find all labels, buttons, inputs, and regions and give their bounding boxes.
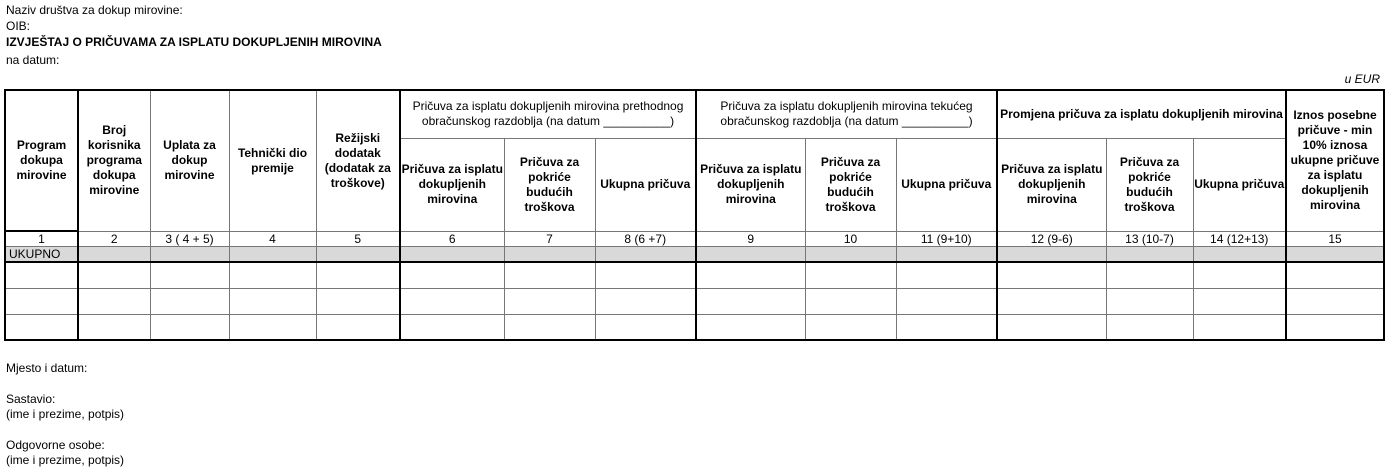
table-cell[interactable] [696,288,805,314]
sub-header-total-reserve: Ukupna pričuva [896,138,997,231]
col-number: 3 ( 4 + 5) [150,231,229,247]
table-cell[interactable] [78,288,150,314]
report-title: IZVJEŠTAJ O PRIČUVAMA ZA ISPLATU DOKUPLJENIH MIROVINA [6,35,382,49]
total-cell[interactable] [1193,247,1286,263]
table-cell[interactable] [229,314,316,340]
table-cell[interactable] [1106,314,1193,340]
table-cell[interactable] [1106,288,1193,314]
table-cell[interactable] [504,262,595,288]
sub-header-total-reserve: Ukupna pričuva [595,138,696,231]
table-cell[interactable] [400,288,504,314]
total-cell[interactable] [1106,247,1193,263]
total-cell[interactable] [1286,247,1384,263]
col-number: 15 [1286,231,1384,247]
col-header-program: Program dokupa mirovine [5,90,78,231]
total-cell[interactable] [997,247,1106,263]
table-cell[interactable] [316,262,400,288]
col-number: 6 [400,231,504,247]
col-number: 11 (9+10) [896,231,997,247]
sub-header-cost-reserve: Pričuva za pokriće budućih troškova [504,138,595,231]
col-number: 9 [696,231,805,247]
sub-header-pension-reserve: Pričuva za isplatu dokupljenih mirovina [400,138,504,231]
table-cell[interactable] [696,262,805,288]
table-cell[interactable] [1106,262,1193,288]
table-cell[interactable] [1193,262,1286,288]
table-cell[interactable] [504,288,595,314]
col-number: 7 [504,231,595,247]
table-cell[interactable] [896,314,997,340]
currency-unit: u EUR [1344,72,1380,86]
col-header-beneficiaries: Broj korisnika programa dokupa mirovine [78,90,150,231]
col-number: 4 [229,231,316,247]
table-cell[interactable] [805,314,896,340]
report-date-label: na datum: [6,53,60,67]
company-name-label: Naziv društva za dokup mirovine: [6,3,183,17]
table-cell[interactable] [1286,288,1384,314]
col-number: 1 [5,231,78,247]
table-cell[interactable] [150,288,229,314]
table-cell[interactable] [997,314,1106,340]
total-label: UKUPNO [5,247,78,263]
col-header-technical-premium: Tehnički dio premije [229,90,316,231]
group-header-current [696,90,997,138]
table-cell[interactable] [400,262,504,288]
responsible-persons-sub: (ime i prezime, potpis) [6,453,125,467]
group-header-change: Promjena pričuva za isplatu dokupljenih mirovina [997,90,1286,138]
table-cell[interactable] [997,262,1106,288]
group-header-current-text: Pričuva za isplatu dokupljenih mirovina tekućeg obračunskog razdoblja (na datum __________) [720,99,973,129]
table-cell[interactable] [5,288,78,314]
table-cell[interactable] [595,314,696,340]
table-row [5,314,1384,340]
sub-header-total-reserve: Ukupna pričuva [1193,138,1286,231]
table-cell[interactable] [78,314,150,340]
table-cell[interactable] [1193,314,1286,340]
total-cell[interactable] [78,247,150,263]
oib-label: OIB: [6,19,31,33]
group-header-previous-text: Pričuva za isplatu dokupljenih mirovina prethodnog obračunskog razdoblja (na datum __________) [412,99,684,129]
table-cell[interactable] [150,262,229,288]
total-cell[interactable] [229,247,316,263]
col-number: 5 [316,231,400,247]
compiled-by-label: Sastavio: [6,392,56,406]
col-header-special-reserve: Iznos posebne pričuve - min 10% iznosa ukupne pričuve za isplatu dokupljenih mirovina [1286,90,1384,231]
table-cell[interactable] [595,262,696,288]
table-cell[interactable] [229,288,316,314]
sub-header-cost-reserve: Pričuva za pokriće budućih troškova [805,138,896,231]
total-cell[interactable] [595,247,696,263]
sub-header-cost-reserve: Pričuva za pokriće budućih troškova [1106,138,1193,231]
table-cell[interactable] [5,262,78,288]
table-cell[interactable] [229,262,316,288]
col-header-overhead: Režijski dodatak (dodatak za troškove) [316,90,400,231]
compiled-by-sub: (ime i prezime, potpis) [6,407,125,421]
table-cell[interactable] [696,314,805,340]
total-cell[interactable] [805,247,896,263]
total-cell[interactable] [504,247,595,263]
table-cell[interactable] [997,288,1106,314]
table-cell[interactable] [1286,314,1384,340]
sub-header-pension-reserve: Pričuva za isplatu dokupljenih mirovina [997,138,1106,231]
total-cell[interactable] [316,247,400,263]
reserves-table [4,89,1385,341]
total-row [5,247,1384,263]
group-header-previous [400,90,696,138]
table-cell[interactable] [896,288,997,314]
total-cell[interactable] [696,247,805,263]
table-cell[interactable] [805,288,896,314]
place-date-label: Mjesto i datum: [6,361,88,375]
col-number: 10 [805,231,896,247]
table-cell[interactable] [1193,288,1286,314]
table-row [5,288,1384,314]
total-cell[interactable] [150,247,229,263]
table-cell[interactable] [400,314,504,340]
table-cell[interactable] [504,314,595,340]
table-cell[interactable] [316,288,400,314]
responsible-persons-label: Odgovorne osobe: [6,438,105,452]
table-cell[interactable] [316,314,400,340]
table-cell[interactable] [78,262,150,288]
col-number: 8 (6 +7) [595,231,696,247]
total-cell[interactable] [896,247,997,263]
table-cell[interactable] [150,314,229,340]
col-number: 12 (9-6) [997,231,1106,247]
sub-header-pension-reserve: Pričuva za isplatu dokupljenih mirovina [696,138,805,231]
table-cell[interactable] [805,262,896,288]
col-number: 14 (12+13) [1193,231,1286,247]
col-number: 13 (10-7) [1106,231,1193,247]
table-cell[interactable] [5,314,78,340]
col-header-payment: Uplata za dokup mirovine [150,90,229,231]
table-row [5,262,1384,288]
table-cell[interactable] [896,262,997,288]
table-cell[interactable] [595,288,696,314]
table-cell[interactable] [1286,262,1384,288]
col-number: 2 [78,231,150,247]
total-cell[interactable] [400,247,504,263]
